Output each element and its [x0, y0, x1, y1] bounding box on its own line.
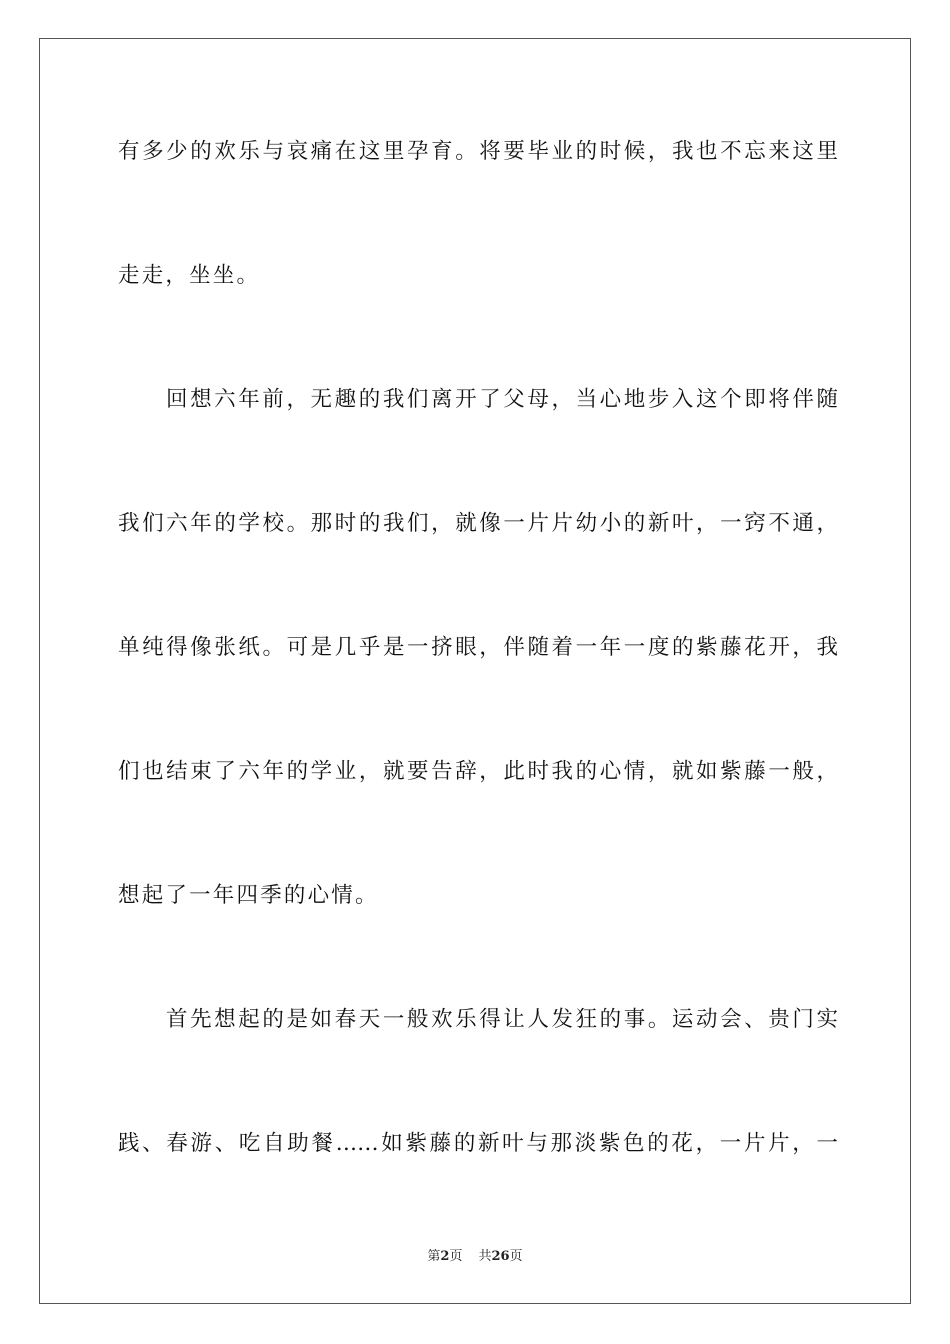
total-page-number: 26	[491, 1249, 510, 1264]
text-line-5: 单纯得像张纸。可是几乎是一挤眼，伴随着一年一度的紫藤花开，我	[118, 635, 838, 660]
text-line-9: 践、春游、吃自助餐……如紫藤的新叶与那淡紫色的花，一片片，一	[118, 1131, 838, 1156]
total-prefix: 共	[478, 1249, 492, 1264]
text-line-3: 回想六年前，无趣的我们离开了父母，当心地步入这个即将伴随	[166, 387, 838, 412]
text-line-1: 有多少的欢乐与哀痛在这里孕育。将要毕业的时候，我也不忘来这里	[118, 139, 838, 164]
total-suffix: 页	[509, 1249, 523, 1264]
text-line-6: 们也结束了六年的学业，就要告辞，此时我的心情，就如紫藤一般，	[118, 759, 838, 784]
page-suffix: 页	[449, 1249, 463, 1264]
text-line-8: 首先想起的是如春天一般欢乐得让人发狂的事。运动会、贵门实	[166, 1007, 838, 1032]
page-border	[39, 38, 911, 1304]
page-footer	[0, 1248, 950, 1266]
current-page-number: 2	[440, 1249, 450, 1264]
text-line-7: 想起了一年四季的心情。	[118, 883, 379, 908]
text-line-2: 走走，坐坐。	[118, 263, 261, 288]
page-prefix: 第	[427, 1249, 441, 1264]
text-line-4: 我们六年的学校。那时的我们，就像一片片幼小的新叶，一窍不通，	[118, 511, 838, 536]
